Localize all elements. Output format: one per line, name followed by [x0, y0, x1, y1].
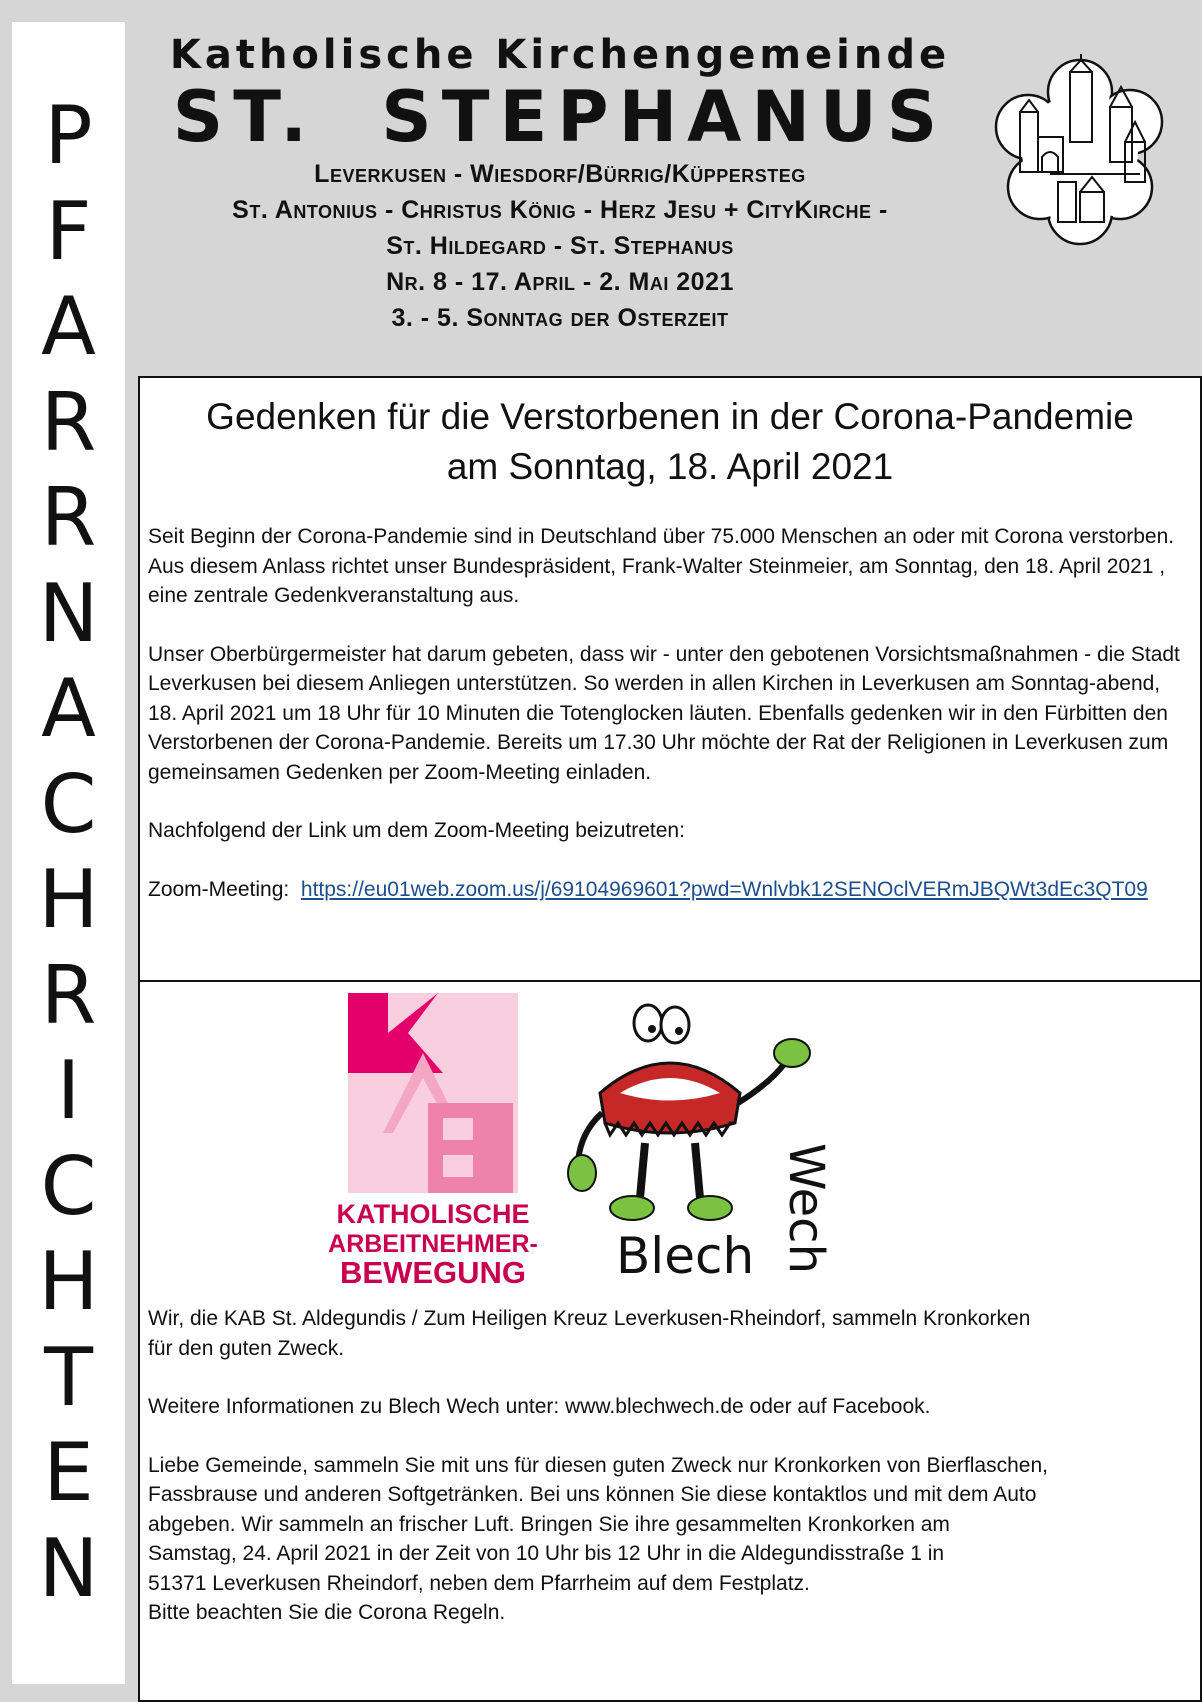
zoom-link[interactable]: https://eu01web.zoom.us/j/69104969601?pwd=Wnlvbk12SENOclVERmJBQWt3dEc3QT09 [300, 877, 1148, 901]
article-body [140, 522, 1200, 904]
masthead-line: 3. - 5. Sonntag der Osterzeit [391, 304, 729, 332]
masthead-line: St. Antonius - Christus König - Herz Jesu + CityKirche - [232, 196, 888, 224]
sidebar-letter: A [41, 662, 96, 755]
sidebar-letter: T [44, 1330, 93, 1424]
sidebar-letter: E [43, 1426, 94, 1519]
sidebar-letter: R [40, 948, 97, 1042]
sidebar-letter: N [38, 566, 99, 660]
article-blech-wech [138, 980, 1202, 1702]
paragraph-line: 51371 Leverkusen Rheindorf, neben dem Pfarrheim auf dem Festplatz. [148, 1571, 810, 1595]
sidebar-letter: R [40, 471, 97, 564]
article-corona-gedenken [138, 376, 1202, 982]
masthead [140, 30, 980, 336]
paragraph-line: Samstag, 24. April 2021 in der Zeit von 10 Uhr bis 12 Uhr in die Aldegundisstraße 1 in [148, 1542, 945, 1565]
sidebar-letter: I [56, 1044, 81, 1137]
blech-wech-word: Wech [778, 1143, 834, 1274]
masthead-line: St. Hildegard - St. Stephanus [386, 232, 734, 260]
masthead-line: Leverkusen - Wiesdorf/Bürrig/Küppersteg [314, 160, 806, 188]
paragraph: Nachfolgend der Link um dem Zoom-Meeting beizutreten: [148, 819, 685, 842]
zoom-label: Zoom-Meeting: [148, 877, 290, 901]
paragraph: Weitere Informationen zu Blech Wech unter: www.blechwech.de oder auf Facebook. [148, 1395, 931, 1418]
paragraph [148, 1451, 1192, 1628]
sidebar-letter: H [38, 853, 99, 946]
paragraph: Seit Beginn der Corona-Pandemie sind in Deutschland über 75.000 Menschen an oder mit Corona verstorben. Aus diesem Anlass richtet unser Bundespräsident, Frank-Walter Steinmeier, am Sonntag, den 18. April 2021 , eine zentrale Gedenkveranstaltung aus. [148, 525, 1175, 607]
paragraph-line: abgeben. Wir sammeln an frischer Luft. Bringen Sie ihre gesammelten Kronkorken am [148, 1512, 950, 1536]
logo-row [140, 982, 1200, 1292]
sidebar-letter: F [45, 184, 92, 278]
masthead-line: Nr. 8 - 17. April - 2. Mai 2021 [386, 268, 734, 296]
church-logo-icon [990, 52, 1170, 242]
article-title-line: am Sonntag, 18. April 2021 [446, 446, 894, 487]
article-title-line: Gedenken für die Verstorbenen in der Corona-Pandemie [206, 396, 1134, 437]
kab-logo-line: BEWEGUNG [340, 1255, 526, 1290]
paragraph: Unser Oberbürgermeister hat darum gebeten, dass wir - unter den gebotenen Vorsichtsmaßnahmen - die Stadt Leverkusen bei diesem Anliegen unterstützen. So werden in allen Kirchen in Leverkusen am Sonntag-abend, 18. April 2021 um 18 Uhr für 10 Minuten die Totenglocken läuten. Ebenfalls gedenken wir in den Fürbitten den Verstorbenen der Corona-Pandemie. Bereits um 17.30 Uhr möchte der Rat der Religionen in Leverkusen zum gemeinsamen Gedenken per Zoom-Meeting einladen. [148, 642, 1180, 784]
article-body [140, 1304, 1200, 1628]
zoom-line [148, 875, 1192, 905]
paragraph-line: Liebe Gemeinde, sammeln Sie mit uns für diesen guten Zweck nur Kronkorken von Bierflaschen, [148, 1453, 1048, 1477]
kab-logo-line: KATHOLISCHE [336, 1199, 530, 1229]
paragraph [148, 1304, 1192, 1363]
paragraph-line: für den guten Zweck. [148, 1336, 345, 1360]
paragraph-line: Bitte beachten Sie die Corona Regeln. [148, 1601, 506, 1624]
blech-wech-logo [560, 993, 860, 1283]
sidebar-letter: H [38, 1235, 99, 1328]
sidebar-letter: N [38, 1521, 99, 1615]
paragraph-line: Fassbrause und anderen Softgetränken. Bei uns können Sie diese kontaktlos und mit dem Auto [148, 1483, 1037, 1506]
masthead-title: ST. STEPHANUS [172, 76, 948, 158]
kab-logo-line: ARBEITNEHMER- [328, 1230, 538, 1258]
sidebar-letter: R [40, 375, 97, 469]
blech-wech-word: Blech [616, 1227, 755, 1285]
sidebar-letter: P [44, 89, 93, 182]
sidebar-letter: C [40, 757, 97, 851]
paragraph-line: Wir, die KAB St. Aldegundis / Zum Heiligen Kreuz Leverkusen-Rheindorf, sammeln Kronkorken [148, 1307, 1031, 1330]
vertical-title-pfarrnachrichten [12, 22, 125, 1684]
kab-logo [328, 993, 538, 1290]
sidebar-letter: C [40, 1139, 97, 1233]
article-title [140, 392, 1200, 492]
sidebar-letter: A [41, 280, 96, 373]
masthead-kicker: Katholische Kirchengemeinde [169, 32, 951, 78]
